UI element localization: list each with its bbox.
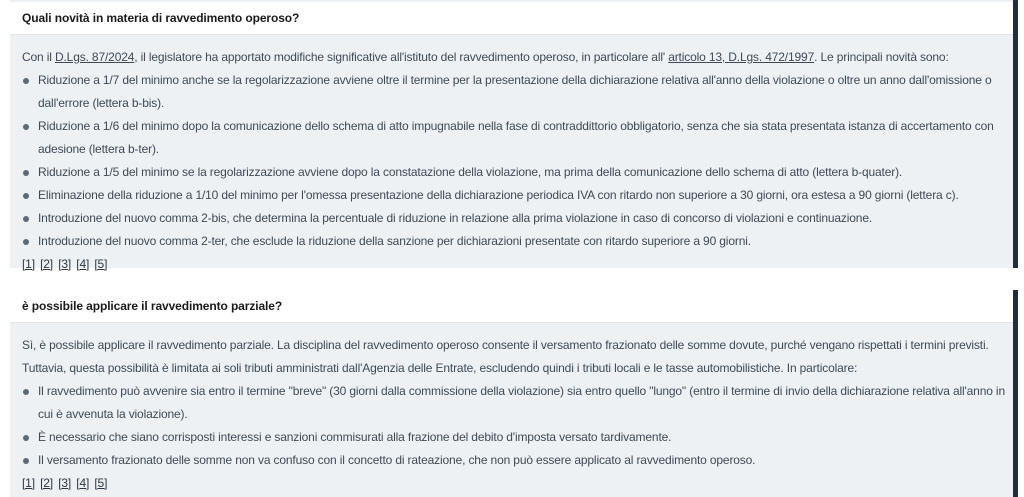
list-item-text: Riduzione a 1/7 del minimo anche se la regolarizzazione avviene oltre il termine per la presentazione della dichiarazione relativa all'anno della violazione o oltre un anno dall'omissione o dall'errore (lettera b-bis).	[38, 73, 992, 110]
particolare-list	[22, 380, 1005, 472]
reference-links	[22, 253, 1005, 276]
bullet-icon	[23, 389, 29, 395]
intro-text: , il legislatore ha apportato modifiche significative all'istituto del ravvedimento operoso, in particolare all'	[134, 50, 669, 64]
bullet-icon	[23, 458, 29, 464]
list-item	[22, 207, 1005, 230]
bullet-icon	[23, 124, 29, 130]
list-item-text: Il versamento frazionato delle somme non va confuso con il concetto di rateazione, che non può essere applicato al ravvedimento operoso.	[38, 453, 756, 467]
bullet-icon	[23, 216, 29, 222]
faq-question-title: Quali novità in materia di ravvedimento operoso?	[10, 2, 1013, 35]
bullet-icon	[23, 193, 29, 199]
list-item	[22, 426, 1005, 449]
bullet-icon	[23, 239, 29, 245]
bullet-icon	[23, 170, 29, 176]
reference-link-5[interactable]: [5]	[94, 476, 108, 490]
reference-link-2[interactable]: [2]	[40, 476, 53, 490]
dlgs-87-2024-link[interactable]: D.Lgs. 87/2024	[54, 50, 135, 64]
reference-links	[22, 472, 1005, 495]
list-item	[22, 184, 1005, 207]
novita-list	[22, 69, 1005, 253]
articolo-13-link[interactable]: articolo 13, D.Lgs. 472/1997	[668, 50, 815, 64]
reference-link-3[interactable]: [3]	[58, 476, 72, 490]
faq-answer	[10, 35, 1013, 276]
list-item	[22, 230, 1005, 253]
list-item	[22, 449, 1005, 472]
list-item	[22, 69, 1005, 115]
bullet-icon	[23, 435, 29, 441]
reference-link-2[interactable]: [2]	[40, 257, 53, 271]
faq-question-title: è possibile applicare il ravvedimento parziale?	[10, 290, 1013, 323]
list-item	[22, 115, 1005, 161]
reference-link-1[interactable]: [1]	[22, 257, 35, 271]
answer-intro	[22, 46, 1005, 69]
list-item-text: Introduzione del nuovo comma 2-ter, che esclude la riduzione della sanzione per dichiarazioni presentate con ritardo superiore a 90 giorni.	[38, 234, 751, 248]
faq-card-ravvedimento-parziale	[10, 290, 1018, 497]
list-item-text: Introduzione del nuovo comma 2-bis, che determina la percentuale di riduzione in relazione alla prima violazione in caso di concorso di violazioni e continuazione.	[38, 211, 873, 225]
list-item-text: Eliminazione della riduzione a 1/10 del minimo per l'omessa presentazione della dichiarazione periodica IVA con ritardo non superiore a 30 giorni, ora estesa a 90 giorni (lettera c).	[38, 188, 959, 202]
list-item-text: Riduzione a 1/6 del minimo dopo la comunicazione dello schema di atto impugnabile nella fase di contraddittorio obbligatorio, senza che sia stata presentata istanza di accertamento con adesione (lettera b-ter).	[38, 119, 994, 156]
reference-link-4[interactable]: [4]	[76, 257, 90, 271]
intro-text: . Le principali novità sono:	[814, 50, 949, 64]
reference-link-4[interactable]: [4]	[76, 476, 90, 490]
list-item	[22, 380, 1005, 426]
reference-link-5[interactable]: [5]	[94, 257, 108, 271]
reference-link-1[interactable]: [1]	[22, 476, 35, 490]
intro-text: Con il	[22, 50, 55, 64]
list-item-text: Il ravvedimento può avvenire sia entro il termine "breve" (30 giorni dalla commissione della violazione) sia entro quello "lungo" (entro il termine di invio della dichiarazione relativa all'anno in cui è avvenuta la violazione).	[38, 384, 1005, 421]
list-item-text: Riduzione a 1/5 del minimo se la regolarizzazione avviene dopo la constatazione della violazione, ma prima della comunicazione dello schema di atto (lettera b-quater).	[38, 165, 903, 179]
answer-intro: Sì, è possibile applicare il ravvedimento parziale. La disciplina del ravvedimento operoso consente il versamento frazionato delle somme dovute, purché vengano rispettati i termini previsti. Tuttavia, questa possibilità è limitata ai soli tributi amministrati dall'Agenzia delle Entrate, escludendo quindi i tributi locali e le tasse automobilistiche. In particolare:	[22, 338, 989, 375]
faq-card-novita	[10, 0, 1018, 271]
list-item	[22, 161, 1005, 184]
reference-link-3[interactable]: [3]	[58, 257, 72, 271]
bullet-icon	[23, 78, 29, 84]
list-item-text: È necessario che siano corrisposti interessi e sanzioni commisurati alla frazione del debito d'imposta versato tardivamente.	[38, 430, 672, 444]
faq-answer	[10, 323, 1013, 495]
